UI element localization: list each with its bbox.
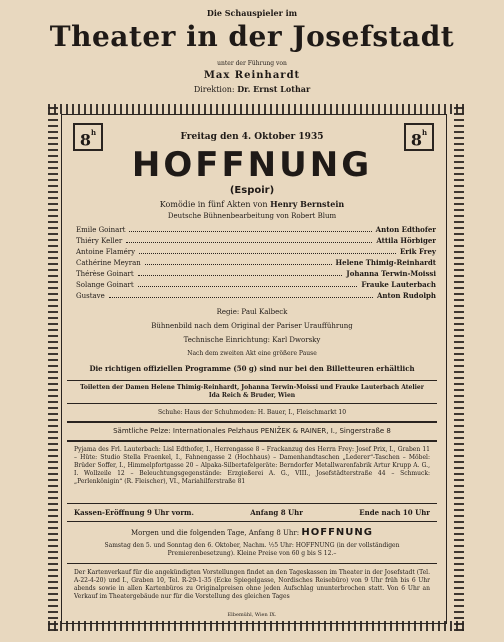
cast-role: Gustave bbox=[76, 292, 105, 300]
suppliers-notice: Pyjama des Frl. Lauterbach: Lisl Edthofer, I., Herrengasse 8 – Frackanzug des Herrn Frey: Josef Prix, I., Graben 11 – Hüte: Studio Stella Fraenkel, I., Fahnengasse 2 (Hochhaus) – Damenhandtaschen „Lederer“-Taschen – Möbel: Brüder Soffer, I., Himmelpfortgasse 20 – Alpaka-Silbertafelgeräte: Berndorfer Metallwarenfabrik Artur Krupp A. G., I. Wollzeile 12 – Beleuchtungsgegenstände: Erzgießerei A. G., VIII., Josefstädterstraße 44 – Schmuck: „Perlenkönigin“ (R. Fleischer), VI., Mariahilferstraße 81 bbox=[74, 446, 430, 485]
genre-line bbox=[0, 199, 504, 209]
cast-row bbox=[76, 234, 436, 245]
cast-leader-dots bbox=[129, 231, 371, 232]
direction-line bbox=[0, 84, 504, 94]
next-days-label: Morgen und die folgenden Tage, Anfang 8 Uhr: bbox=[131, 529, 300, 537]
cast-role: Thiéry Keller bbox=[76, 237, 123, 245]
cast-leader-dots bbox=[138, 286, 358, 287]
rule-4 bbox=[67, 440, 437, 442]
director-name: Max Reinhardt bbox=[203, 70, 301, 81]
time-box-right: 8$^h$ bbox=[404, 123, 434, 151]
rule-6 bbox=[67, 521, 437, 522]
cast-role: Antoine Flaméry bbox=[76, 248, 136, 256]
cast-leader-dots bbox=[109, 297, 373, 298]
toilets-notice: Toiletten der Damen Helene Thimig-Reinhardt, Johanna Terwin-Moissi und Frauke Lauterbach Atelier Ida Reich & Bruder, Wien bbox=[80, 384, 424, 399]
weekend-line: Samstag den 5. und Sonntag den 6. Oktober, Nachm. ½5 Uhr: HOFFNUNG (in der vollständigen Premierenbesetzung). Kleine Preise von 60 g bis S 12.– bbox=[104, 542, 400, 557]
author-name: Henry Bernstein bbox=[270, 199, 345, 209]
schedule-row bbox=[74, 508, 430, 517]
cast-actor: Anton Rudolph bbox=[376, 291, 436, 300]
rule-7 bbox=[67, 563, 437, 564]
time-box-left: 8$^h$ bbox=[73, 123, 103, 151]
direction-name: Dr. Ernst Lothar bbox=[237, 84, 311, 94]
next-title: HOFFNUNG bbox=[301, 527, 373, 538]
cast-actor: Attila Hörbiger bbox=[376, 236, 436, 245]
pause-line: Nach dem zweiten Akt eine größere Pause bbox=[187, 350, 317, 357]
rule-3 bbox=[67, 421, 437, 423]
play-title: HOFFNUNG bbox=[131, 145, 373, 185]
stage-design-line: Bühnenbild nach dem Original der Pariser Uraufführung bbox=[151, 322, 353, 330]
cast-role: Cathérine Meyran bbox=[76, 259, 141, 267]
advance-sales-notice: Der Kartenverkauf für die angekündigten Vorstellungen findet an den Tageskassen im Theater in der Josefstadt (Tel. A-22-4-20) und I., Graben 10, Tel. R-29-1-35 (Ecke Spiegelgasse, Nordisches Reisebüro) von 9 Uhr früh bis 6 Uhr abends sowie in allen Kartenbüros zu Originalpreisen ohne jeden Aufschlag ununterbrochen statt. Von 6 Uhr an Verkauf im Theatergebäude nur für die Vorstellung des gleichen Tages bbox=[74, 569, 430, 600]
cast-actor: Helene Thimig-Reinhardt bbox=[335, 258, 436, 267]
cast-actor: Erik Frey bbox=[399, 247, 436, 256]
genre-prefix: Komödie in fünf Akten von bbox=[159, 200, 268, 209]
direction-label: Direktion: bbox=[193, 85, 235, 94]
next-days-line bbox=[0, 527, 504, 538]
cast-row bbox=[76, 278, 436, 289]
furs-notice: Sämtliche Pelze: Internationales Pelzhaus PENIŽEK & RAINER, I., Singerstraße 8 bbox=[113, 427, 391, 435]
cast-row bbox=[76, 245, 436, 256]
cast-leader-dots bbox=[138, 275, 343, 276]
theater-title: Theater in der Josefstadt bbox=[49, 20, 455, 53]
cast-role: Thérèse Goinart bbox=[76, 270, 134, 278]
cast-role: Emile Goinart bbox=[76, 226, 126, 234]
technical-line: Technische Einrichtung: Karl Dworsky bbox=[183, 336, 321, 344]
cast-actor: Frauke Lauterbach bbox=[361, 280, 436, 289]
cast-row bbox=[76, 289, 436, 300]
play-subtitle: (Espoir) bbox=[229, 185, 275, 196]
cast-leader-dots bbox=[126, 242, 372, 243]
border-top bbox=[48, 104, 464, 114]
cast-row bbox=[76, 267, 436, 278]
programme-line: Die richtigen offiziellen Programme (50 g) sind nur bei den Billetteuren erhältlich bbox=[89, 364, 415, 373]
cast-row bbox=[76, 223, 436, 234]
cast-actor: Anton Edthofer bbox=[375, 225, 436, 234]
box-office-time: Kassen-Eröffnung 9 Uhr vorm. bbox=[74, 508, 194, 517]
cast-role: Solange Goinart bbox=[76, 281, 134, 289]
shoes-notice: Schuhe: Haus der Schuhmoden: H. Bauer, I., Fleischmarkt 10 bbox=[157, 409, 347, 416]
cast-leader-dots bbox=[145, 264, 332, 265]
rule-2 bbox=[67, 403, 437, 404]
end-time: Ende nach 10 Uhr bbox=[359, 508, 430, 517]
cast-list bbox=[76, 223, 436, 300]
cast-actor: Johanna Terwin-Moissi bbox=[346, 269, 436, 278]
rule-5 bbox=[67, 503, 437, 504]
printer-line: Elbemühl, Wien IX. bbox=[227, 612, 277, 618]
regie-line: Regie: Paul Kalbeck bbox=[216, 308, 288, 316]
adaptation-line: Deutsche Bühnenbearbeitung von Robert Blum bbox=[167, 212, 337, 220]
leadership-line: unter der Führung von bbox=[217, 60, 287, 67]
cast-row bbox=[76, 256, 436, 267]
header-line1: Die Schauspieler im bbox=[206, 8, 298, 18]
performance-date: Freitag den 4. Oktober 1935 bbox=[180, 132, 324, 142]
start-time: Anfang 8 Uhr bbox=[250, 508, 303, 517]
cast-leader-dots bbox=[139, 253, 396, 254]
rule-1 bbox=[67, 380, 437, 381]
